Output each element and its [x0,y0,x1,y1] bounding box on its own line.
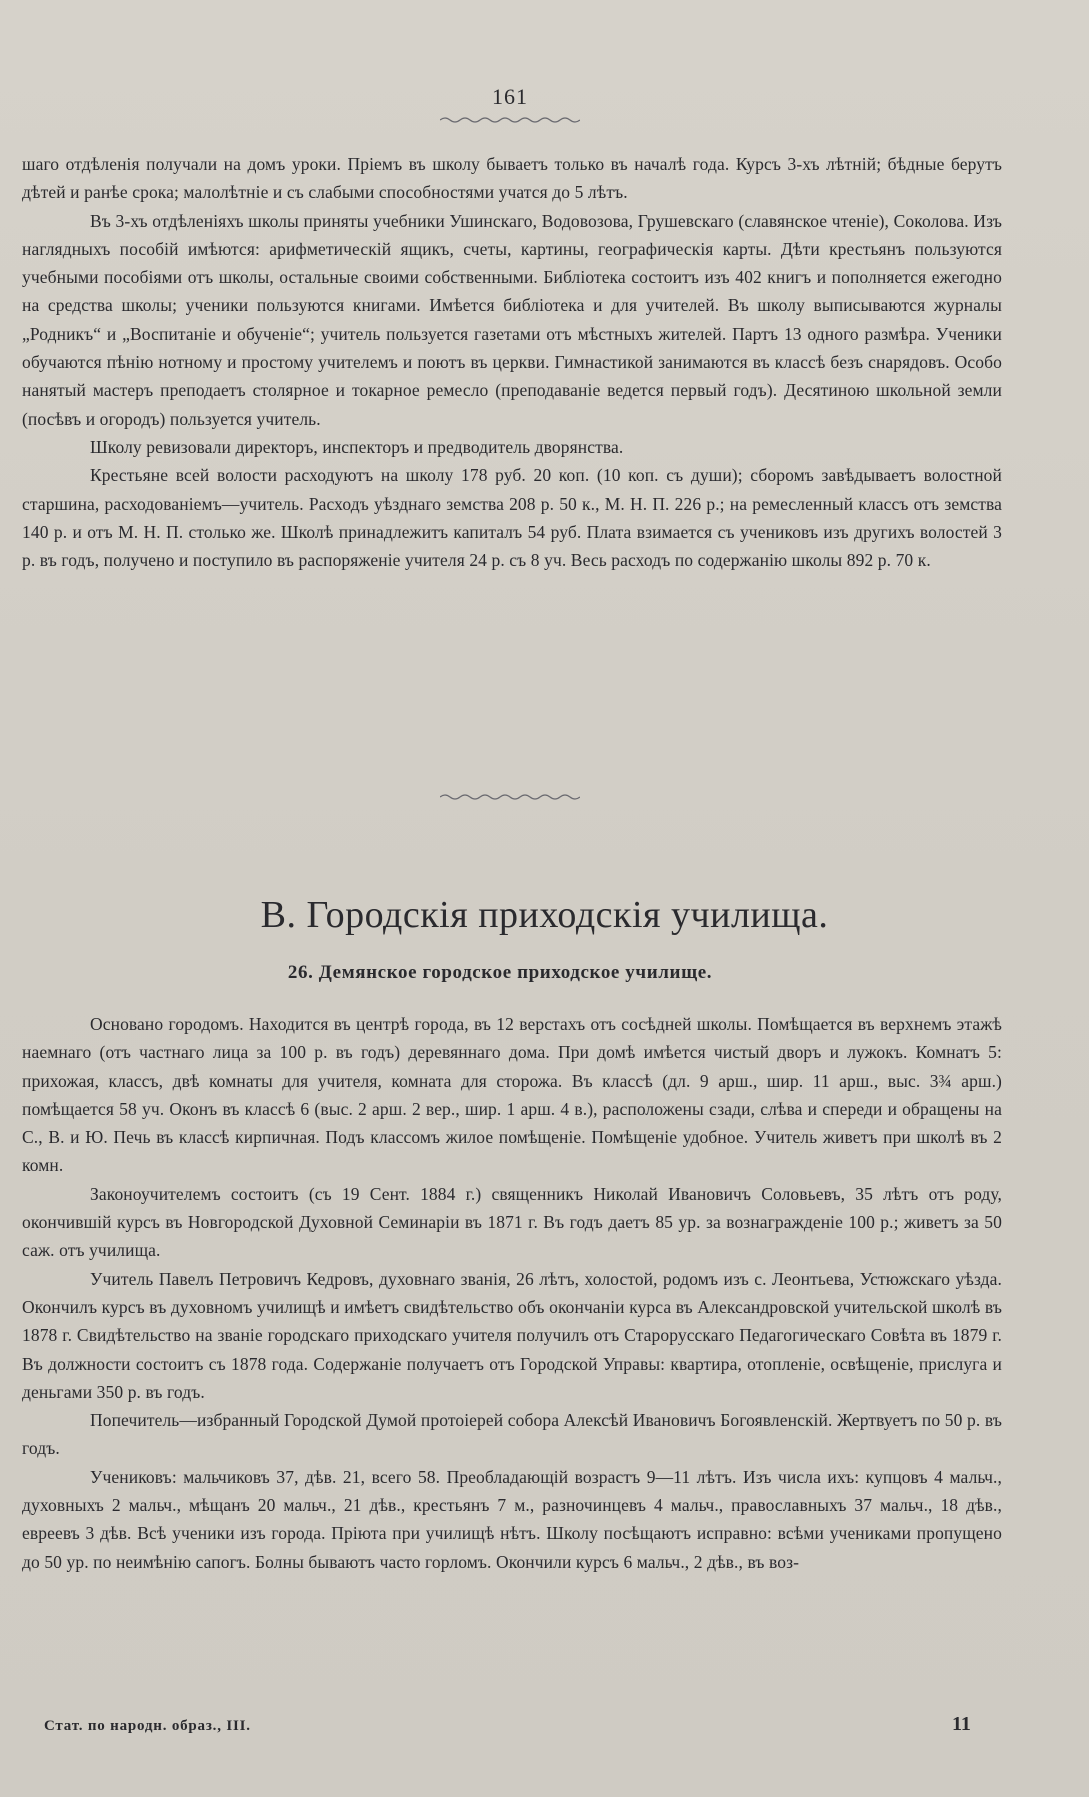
footer-sheet-number: 11 [952,1713,971,1735]
subsection-title: 26. Демянское городское приходское училище. [287,962,713,983]
footer-signature: Стат. по народн. образ., III. [44,1718,251,1734]
intro-text-block [22,150,1002,574]
paragraph: Крестьяне всей волости расходуютъ на школу 178 руб. 20 коп. (10 коп. съ души); сборомъ завѣдываетъ волостной старшина, расходованіемъ—учитель. Расходъ уѣзднаго земства 208 р. 50 к., М. Н. П. 226 р.; на ремесленный классъ отъ земства 140 р. и отъ М. Н. П. столько же. Школѣ принадлежитъ капиталъ 54 руб. Плата взимается съ учениковъ изъ другихъ волостей 3 р. въ годъ, получено и поступило въ распоряженіе учителя 24 р. съ 8 уч. Весь расходъ по содержанію школы 892 р. 70 к. [22,465,1002,571]
header-ornament [440,116,580,124]
paragraph: Въ 3-хъ отдѣленіяхъ школы приняты учебники Ушинскаго, Водовозова, Грушевскаго (славянское чтеніе), Соколова. Изъ наглядныхъ пособій имѣются: арифметическій ящикъ, счеты, картины, географическія карты. Дѣти крестьянъ пользуются учебными пособіями отъ школы, остальные своими собственными. Библіотека состоитъ изъ 402 книгъ и пополняется ежегодно на средства школы; ученики пользуются книгами. Имѣется библіотека и для учителей. Въ школу выписываются журналы „Родникъ“ и „Воспитаніе и обученіе“; учитель пользуется газетами отъ мѣстныхъ жителей. Партъ 13 одного размѣра. Ученики обучаются пѣнію нотному и простому учителемъ и поютъ въ церкви. Гимнастикой занимаются въ классѣ безъ снарядовъ. Особо нанятый мастеръ преподаетъ столярное и токарное ремесло (преподаваніе ведется первый годъ). Десятиною школьной земли (посѣвъ и огородъ) пользуется учитель. [22,210,1002,429]
paragraph: Школу ревизовали директоръ, инспекторъ и предводитель дворянства. [90,436,624,457]
paragraph: шаго отдѣленія получали на домъ уроки. Пріемъ въ школу бываетъ только въ началѣ года. Курсъ 3-хъ лѣтній; бѣдные берутъ дѣтей и ранѣе срока; малолѣтніе и съ слабыми способностями учатся до 5 лѣтъ. [22,154,1002,203]
paragraph: Учениковъ: мальчиковъ 37, дѣв. 21, всего 58. Преобладающій возрастъ 9—11 лѣтъ. Изъ числа ихъ: купцовъ 4 мальч., духовныхъ 2 мальч., мѣщанъ 20 мальч., 21 дѣв., крестьянъ 7 м., разночинцевъ 4 мальч., православныхъ 37 мальч., 18 дѣв., евреевъ 3 дѣв. Всѣ ученики изъ города. Пріюта при училищѣ нѣтъ. Школу посѣщаютъ исправно: всѣми учениками пропущено до 50 ур. по неимѣнію сапогъ. Болны бываютъ часто горломъ. Окончили курсъ 6 мальч., 2 дѣв., въ воз- [22,1466,1002,1572]
paragraph: Основано городомъ. Находится въ центрѣ города, въ 12 верстахъ отъ сосѣдней школы. Помѣщается въ верхнемъ этажѣ наемнаго (отъ частнаго лица за 100 р. въ годъ) деревяннаго дома. При домѣ имѣется чистый дворъ и лужокъ. Комнатъ 5: прихожая, классъ, двѣ комнаты для учителя, комната для сторожа. Въ классѣ (дл. 9 арш., шир. 11 арш., выс. 3¾ арш.) помѣщается 58 уч. Оконъ въ классѣ 6 (выс. 2 арш. 2 вер., шир. 1 арш. 4 в.), расположены сзади, слѣва и спереди и обращены на С., В. и Ю. Печь въ классѣ кирпичная. Подъ классомъ жилое помѣщеніе. Помѣщеніе удобное. Учитель живетъ при школѣ въ 2 комн. [22,1014,1002,1176]
paragraph: Попечитель—избранный Городской Думой протоіерей собора Алексѣй Ивановичъ Богоявленскій. Жертвуетъ по 50 р. въ годъ. [22,1410,1002,1459]
paragraph: Учитель Павелъ Петровичъ Кедровъ, духовнаго званія, 26 лѣтъ, холостой, родомъ изъ с. Леонтьева, Устюжскаго уѣзда. Окончилъ курсъ въ духовномъ училищѣ и имѣетъ свидѣтельство объ окончаніи курса въ Александровской учительской школѣ въ 1878 г. Свидѣтельство на званіе городскаго приходскаго учителя получилъ отъ Старорусскаго Педагогическаго Совѣта въ 1879 г. Въ должности состоитъ съ 1878 года. Содержаніе получаетъ отъ Городской Управы: квартира, отопленіе, освѣщеніе, прислуга и деньгами 350 р. въ годъ. [22,1268,1002,1402]
paragraph: Законоучителемъ состоитъ (съ 19 Сент. 1884 г.) священникъ Николай Ивановичъ Соловьевъ, 35 лѣтъ отъ роду, окончившій курсъ въ Новгородской Духовной Семинаріи въ 1871 г. Въ годъ даетъ 85 ур. за вознагражденіе 100 р.; живетъ за 50 саж. отъ училища. [22,1183,1002,1261]
school-description-block [22,1010,1002,1576]
section-title: В. Городскія приходскія училища. [260,894,829,937]
page-number: 161 [492,84,528,109]
section-divider-ornament [440,793,580,801]
